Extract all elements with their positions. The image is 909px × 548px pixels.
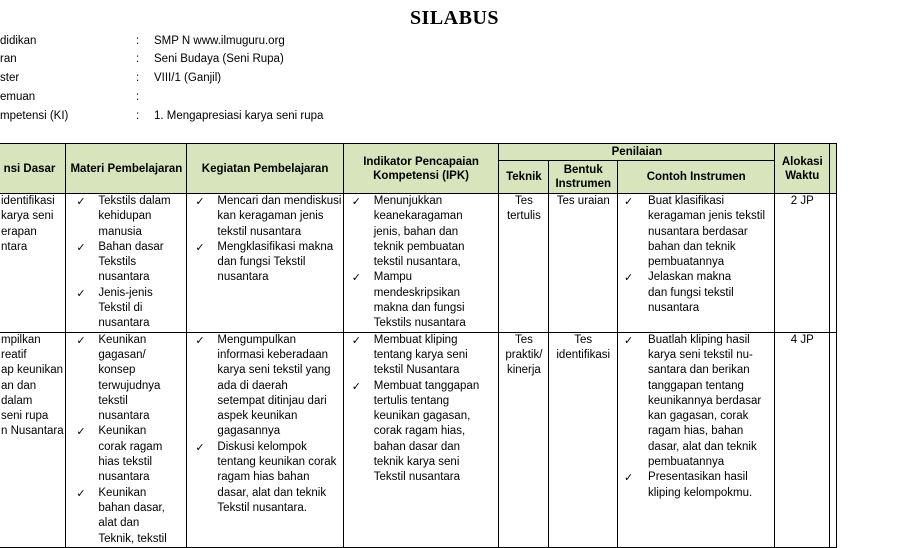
kd-line: n Nusantara xyxy=(1,425,64,438)
header-extra xyxy=(830,144,837,194)
info-label: mpetensi (KI) xyxy=(0,110,69,122)
list-item: ✓ Presentasikan hasil kliping kelompokmu. xyxy=(618,470,774,501)
alokasi-cell: 4 JP xyxy=(775,332,830,547)
table-row xyxy=(0,194,837,333)
header-contoh: Contoh Instrumen xyxy=(618,161,775,194)
table-row xyxy=(0,332,837,547)
kd-line: mpilkan xyxy=(1,333,41,346)
kd-line: identifikasi xyxy=(1,195,55,207)
alokasi-cell: 2 JP xyxy=(775,194,830,333)
info-value: Seni Budaya (Seni Rupa) xyxy=(154,53,284,65)
list-item: ✓ Menunjukkan keanekaragaman jenis, bahan dan teknik pembuatan tekstil nusantara, xyxy=(344,194,499,270)
info-label: ster xyxy=(0,72,20,84)
kd-line: erapan xyxy=(1,225,37,238)
list-item: ✓ Membuat kliping tentang karya seni tekstil Nusantara xyxy=(344,333,499,379)
header-ipk: Indikator Pencapaian Kompetensi (IPK) xyxy=(343,144,499,194)
list-item: ✓ Mengklasifikasi makna dan fungsi Tekstil nusantara xyxy=(187,240,342,286)
info-colon: : xyxy=(136,91,140,103)
list-item: ✓ Tekstils dalam kehidupan manusia xyxy=(66,194,186,240)
list-item: ✓ Diskusi kelompok tentang keunikan corak ragam hias bahan dasar, alat dan teknik Tekstil nusantara. xyxy=(187,440,342,516)
extra-cell xyxy=(830,194,837,333)
info-label: didikan xyxy=(0,35,37,47)
ipk-cell xyxy=(343,332,499,547)
info-value: SMP N www.ilmuguru.org xyxy=(154,35,285,47)
silabus-table xyxy=(0,143,837,548)
list-item: ✓ Buatlah kliping hasil karya seni tekstil nu- santara dan berikan tanggapan tentang keunikannya berdasar kan gagasan, corak ragam hias, bahan dasar, alat dan teknik pembuatannya xyxy=(618,333,774,471)
ipk-cell xyxy=(343,194,499,333)
header-kompetensi-dasar: nsi Dasar xyxy=(0,144,66,194)
kd-line: dalam xyxy=(1,394,33,407)
list-item: ✓ Jelaskan makna dan fungsi tekstil nusantara xyxy=(618,270,774,316)
header-penilaian: Penilaian xyxy=(499,144,775,161)
header-alokasi: Alokasi Waktu xyxy=(775,144,830,194)
contoh-cell xyxy=(618,194,775,333)
kd-cell xyxy=(0,332,66,547)
list-item: ✓ Bahan dasar Tekstils nusantara xyxy=(66,240,186,286)
bentuk-cell: Tes identifikasi xyxy=(549,332,618,547)
extra-cell xyxy=(830,332,837,547)
list-item: ✓ Buat klasifikasi keragaman jenis tekstil nusantara berdasar bahan dan teknik pembuatannya xyxy=(618,194,774,270)
kd-line: seni rupa xyxy=(1,410,49,423)
materi-cell xyxy=(66,194,187,333)
kd-line: reatif xyxy=(1,348,27,361)
list-item: ✓ Keunikan gagasan/ konsep terwujudnya tekstil nusantara xyxy=(66,333,186,425)
info-colon: : xyxy=(136,53,140,65)
kegiatan-cell xyxy=(187,194,343,333)
kd-line: karya seni xyxy=(1,210,54,223)
contoh-cell xyxy=(618,332,775,547)
teknik-cell: Tes tertulis xyxy=(499,194,549,333)
info-colon: : xyxy=(136,35,140,47)
teknik-cell: Tes praktik/ kinerja xyxy=(499,332,549,547)
kd-line: an dan xyxy=(1,379,37,392)
kd-line: ap keunikan xyxy=(1,364,64,377)
info-label: ran xyxy=(0,53,17,65)
header-bentuk: Bentuk Instrumen xyxy=(549,161,618,194)
list-item: ✓ Keunikan corak ragam hias tekstil nusantara xyxy=(66,424,186,485)
list-item: ✓ Mampu mendeskripsikan makna dan fungsi Tekstils nusantara xyxy=(344,270,499,331)
header-teknik: Teknik xyxy=(499,161,549,194)
list-item: ✓ Jenis-jenis Tekstil di nusantara xyxy=(66,286,186,332)
list-item: ✓ Membuat tanggapan tertulis tentang keunikan gagasan, corak ragam hias, bahan dasar dan teknik karya seni Tekstil nusantara xyxy=(344,379,499,486)
info-label: emuan xyxy=(0,91,36,103)
info-colon: : xyxy=(136,110,140,122)
list-item: ✓ Keunikan bahan dasar, alat dan Teknik, tekstil xyxy=(66,486,186,547)
info-value: VIII/1 (Ganjil) xyxy=(154,72,222,84)
page-title: SILABUS xyxy=(409,7,500,29)
header-materi: Materi Pembelajaran xyxy=(66,144,187,194)
bentuk-cell: Tes uraian xyxy=(549,194,618,333)
kd-line: ntara xyxy=(1,240,28,253)
header-kegiatan: Kegiatan Pembelajaran xyxy=(187,144,343,194)
list-item: ✓ Mengumpulkan informasi keberadaan karya seni tekstil yang ada di daerah setempat ditinjau dari aspek keunikan gagasannya xyxy=(187,333,342,440)
materi-cell xyxy=(66,332,187,547)
kegiatan-cell xyxy=(187,332,343,547)
kd-cell xyxy=(0,194,66,333)
info-value: 1. Mengapresiasi karya seni rupa xyxy=(154,110,324,122)
list-item: ✓ Mencari dan mendiskusi kan keragaman jenis tekstil nusantara xyxy=(187,194,342,240)
info-colon: : xyxy=(136,72,140,84)
